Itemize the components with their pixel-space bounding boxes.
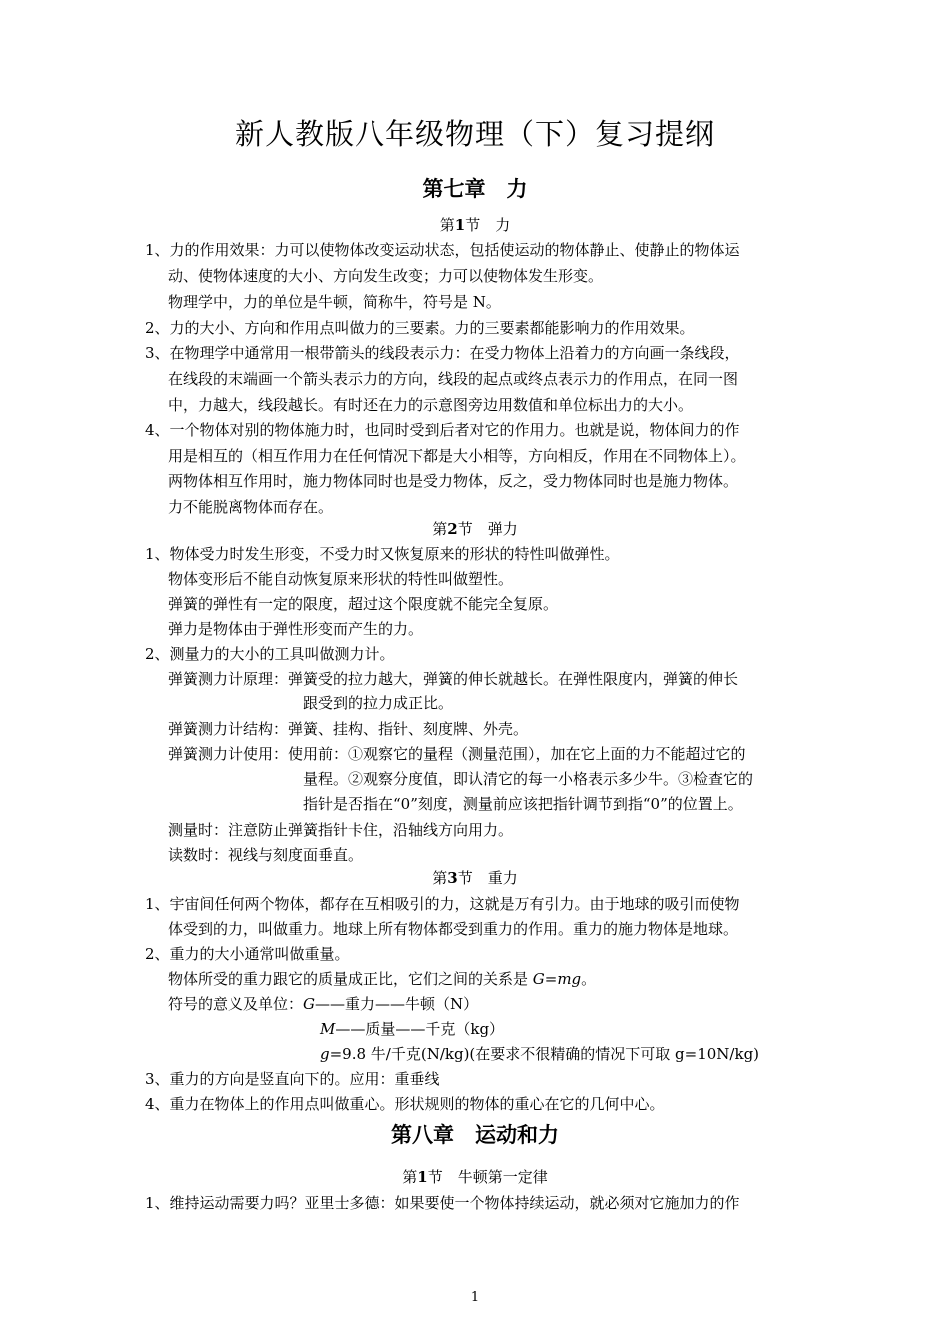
- document-title: 新人教版八年级物理（下）复习提纲: [234, 117, 715, 151]
- paragraph-line: 体受到的力，叫做重力。地球上所有物体都受到重力的作用。重力的施力物体是地球。: [168, 920, 739, 938]
- paragraph-line: 中，力越大，线段越长。有时还在力的示意图旁边用数值和单位标出力的大小。: [168, 396, 694, 414]
- paragraph-line: 1、维持运动需要力吗？亚里士多德：如果要使一个物体持续运动，就必须对它施加力的作: [145, 1194, 740, 1212]
- page-number: 1: [470, 1290, 480, 1305]
- paragraph-line: 4、一个物体对别的物体施力时，也同时受到后者对它的作用力。也就是说，物体间力的作: [145, 421, 740, 439]
- paragraph-line: 弹簧测力计使用：使用前：①观察它的量程（测量范围），加在它上面的力不能超过它的: [168, 745, 746, 763]
- paragraph-line: 符号的意义及单位：G——重力——牛顿（N）: [168, 995, 479, 1013]
- paragraph-line: 4、重力在物体上的作用点叫做重心。形状规则的物体的重心在它的几何中心。: [145, 1095, 665, 1113]
- paragraph-line: 1、力的作用效果：力可以使物体改变运动状态，包括使运动的物体静止、使静止的物体运: [145, 241, 740, 259]
- paragraph-line: 物体所受的重力跟它的质量成正比，它们之间的关系是 G=mg。: [168, 970, 597, 988]
- paragraph-line: 物理学中，力的单位是牛顿，简称牛，符号是 N。: [168, 293, 501, 311]
- paragraph-line: g=9.8 牛/千克(N/kg)(在要求不很精确的情况下可取 g=10N/kg): [320, 1045, 760, 1063]
- section-heading: 第1节 牛顿第一定律: [402, 1168, 548, 1186]
- paragraph-line: 2、力的大小、方向和作用点叫做力的三要素。力的三要素都能影响力的作用效果。: [145, 319, 695, 337]
- symbol: G: [303, 995, 315, 1013]
- section-heading: 第1节 力: [439, 216, 511, 234]
- symbol: M: [320, 1020, 336, 1038]
- paragraph-line: 动、使物体速度的大小、方向发生改变；力可以使物体发生形变。: [168, 267, 604, 285]
- paragraph-line: 用是相互的（相互作用力在任何情况下都是大小相等，方向相反，作用在不同物体上）。: [168, 447, 746, 465]
- paragraph-line: 3、重力的方向是竖直向下的。应用：重垂线: [145, 1070, 440, 1088]
- paragraph-line: 2、测量力的大小的工具叫做测力计。: [145, 645, 395, 663]
- formula: G=mg: [532, 970, 582, 988]
- paragraph-line: 指针是否指在“0”刻度，测量前应该把指针调节到指“0”的位置上。: [303, 795, 743, 813]
- paragraph-line: 在线段的末端画一个箭头表示力的方向，线段的起点或终点表示力的作用点，在同一图: [168, 370, 739, 388]
- paragraph-line: 量程。②观察分度值，即认清它的每一小格表示多少牛。③检查它的: [303, 770, 754, 788]
- paragraph-line: 1、宇宙间任何两个物体，都存在互相吸引的力，这就是万有引力。由于地球的吸引而使物: [145, 895, 740, 913]
- paragraph-line: M——质量——千克（kg）: [320, 1020, 505, 1038]
- paragraph-line: 2、重力的大小通常叫做重量。: [145, 945, 350, 963]
- symbol: g: [320, 1045, 330, 1063]
- paragraph-line: 弹簧测力计结构：弹簧、挂构、指针、刻度牌、外壳。: [168, 720, 529, 738]
- paragraph-line: 两物体相互作用时，施力物体同时也是受力物体，反之，受力物体同时也是施力物体。: [168, 472, 739, 490]
- paragraph-line: 跟受到的拉力成正比。: [303, 694, 454, 712]
- section-heading: 第3节 重力: [432, 869, 518, 887]
- paragraph-line: 读数时：视线与刻度面垂直。: [168, 846, 364, 864]
- section-heading: 第2节 弹力: [432, 520, 518, 538]
- paragraph-line: 1、物体受力时发生形变，不受力时又恢复原来的形状的特性叫做弹性。: [145, 545, 620, 563]
- paragraph-line: 弹力是物体由于弹性形变而产生的力。: [168, 620, 424, 638]
- chapter-heading: 第七章 力: [422, 177, 528, 201]
- paragraph-line: 3、在物理学中通常用一根带箭头的线段表示力：在受力物体上沿着力的方向画一条线段，: [145, 344, 740, 362]
- chapter-heading: 第八章 运动和力: [391, 1123, 559, 1147]
- paragraph-line: 力不能脱离物体而存在。: [168, 498, 334, 516]
- paragraph-line: 弹簧的弹性有一定的限度，超过这个限度就不能完全复原。: [168, 595, 559, 613]
- paragraph-line: 物体变形后不能自动恢复原来形状的特性叫做塑性。: [168, 570, 514, 588]
- paragraph-line: 测量时：注意防止弹簧指针卡住，沿轴线方向用力。: [168, 821, 514, 839]
- paragraph-line: 弹簧测力计原理：弹簧受的拉力越大，弹簧的伸长就越长。在弹性限度内，弹簧的伸长: [168, 670, 739, 688]
